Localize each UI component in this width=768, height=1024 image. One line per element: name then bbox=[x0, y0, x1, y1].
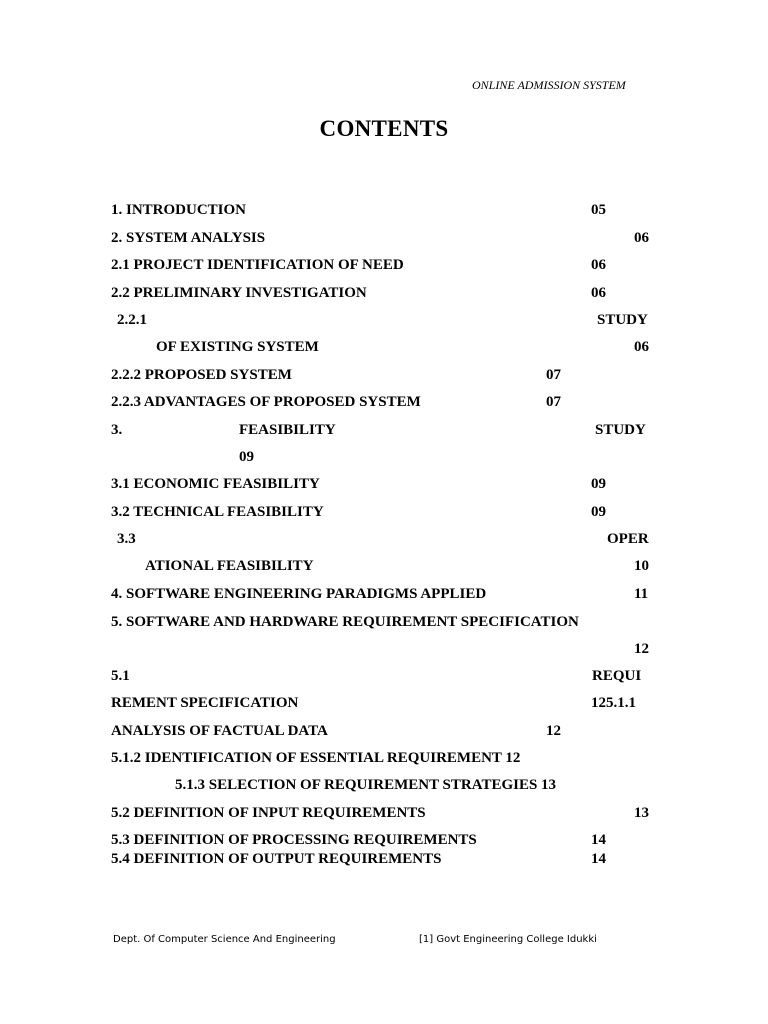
toc-entry-page: 09 bbox=[591, 504, 606, 520]
toc-entry-title: 1. INTRODUCTION bbox=[111, 202, 247, 218]
toc-entry-title: 3.2 TECHNICAL FEASIBILITY bbox=[111, 504, 324, 520]
toc-entry-page: 11 bbox=[634, 586, 649, 602]
toc-entry-title: 5.2 DEFINITION OF INPUT REQUIREMENTS bbox=[111, 805, 426, 821]
toc-entry-page: 14 bbox=[591, 851, 606, 867]
toc-entry-page: 125.1.1 bbox=[591, 695, 636, 711]
toc-entry-page: 06 bbox=[634, 230, 649, 246]
toc-entry-title: REQUI bbox=[592, 668, 642, 684]
toc-entry-page: 09 bbox=[239, 449, 254, 465]
toc-entry-page: 14 bbox=[591, 832, 606, 848]
toc-entry-page: 05 bbox=[591, 202, 606, 218]
toc-entry-title: 5.1.3 SELECTION OF REQUIREMENT STRATEGIES 13 bbox=[175, 777, 557, 793]
toc-entry-page: 06 bbox=[591, 257, 606, 273]
toc-entry-title: 2.2 PRELIMINARY INVESTIGATION bbox=[111, 285, 367, 301]
toc-entry-title: 2.2.2 PROPOSED SYSTEM bbox=[111, 367, 292, 383]
toc-entry-title: ANALYSIS OF FACTUAL DATA bbox=[111, 723, 328, 739]
toc-entry-title: 3.3 bbox=[117, 531, 136, 547]
toc-entry-title: 3.1 ECONOMIC FEASIBILITY bbox=[111, 476, 320, 492]
toc-entry-page: 12 bbox=[546, 723, 561, 739]
running-header: ONLINE ADMISSION SYSTEM bbox=[472, 78, 626, 92]
toc-entry-page: 13 bbox=[634, 805, 649, 821]
toc-entry-title: 2.1 PROJECT IDENTIFICATION OF NEED bbox=[111, 257, 404, 273]
toc-entry-title: 5.3 DEFINITION OF PROCESSING REQUIREMENTS bbox=[111, 832, 477, 848]
toc-entry-page: 07 bbox=[546, 394, 561, 410]
toc-entry-title: 4. SOFTWARE ENGINEERING PARADIGMS APPLIED bbox=[111, 586, 487, 602]
toc-entry-page: 07 bbox=[546, 367, 561, 383]
footer-college: [1] Govt Engineering College Idukki bbox=[419, 934, 597, 945]
toc-entry-page: 06 bbox=[591, 285, 606, 301]
toc-entry-title: OF EXISTING SYSTEM bbox=[156, 339, 319, 355]
toc-entry-title: 2.2.1 bbox=[117, 312, 147, 328]
page-title: CONTENTS bbox=[319, 116, 449, 141]
toc-entry-page: 09 bbox=[591, 476, 606, 492]
toc-entry-title: 5.4 DEFINITION OF OUTPUT REQUIREMENTS bbox=[111, 851, 442, 867]
footer-department: Dept. Of Computer Science And Engineering bbox=[113, 934, 336, 945]
toc-entry-title: 5.1 bbox=[111, 668, 130, 684]
toc-entry-title: REMENT SPECIFICATION bbox=[111, 695, 299, 711]
toc-entry-title: 2.2.3 ADVANTAGES OF PROPOSED SYSTEM bbox=[111, 394, 421, 410]
toc-entry-title: 3. bbox=[111, 422, 123, 438]
toc-entry-title: 2. SYSTEM ANALYSIS bbox=[111, 230, 266, 246]
toc-entry-page: 10 bbox=[634, 558, 649, 574]
toc-entry-title: 5. SOFTWARE AND HARDWARE REQUIREMENT SPECIFICATION bbox=[111, 614, 579, 630]
toc-entry-title: OPER bbox=[607, 531, 649, 547]
toc-entry-page: 06 bbox=[634, 339, 649, 355]
toc-entry-title: FEASIBILITY bbox=[239, 422, 336, 438]
toc-entry-title: ATIONAL FEASIBILITY bbox=[145, 558, 314, 574]
toc-entry-title: STUDY bbox=[595, 422, 646, 438]
toc-entry-title: STUDY bbox=[597, 312, 648, 328]
toc-entry-title: 5.1.2 IDENTIFICATION OF ESSENTIAL REQUIREMENT 12 bbox=[111, 750, 521, 766]
toc-entry-page: 12 bbox=[634, 641, 649, 657]
